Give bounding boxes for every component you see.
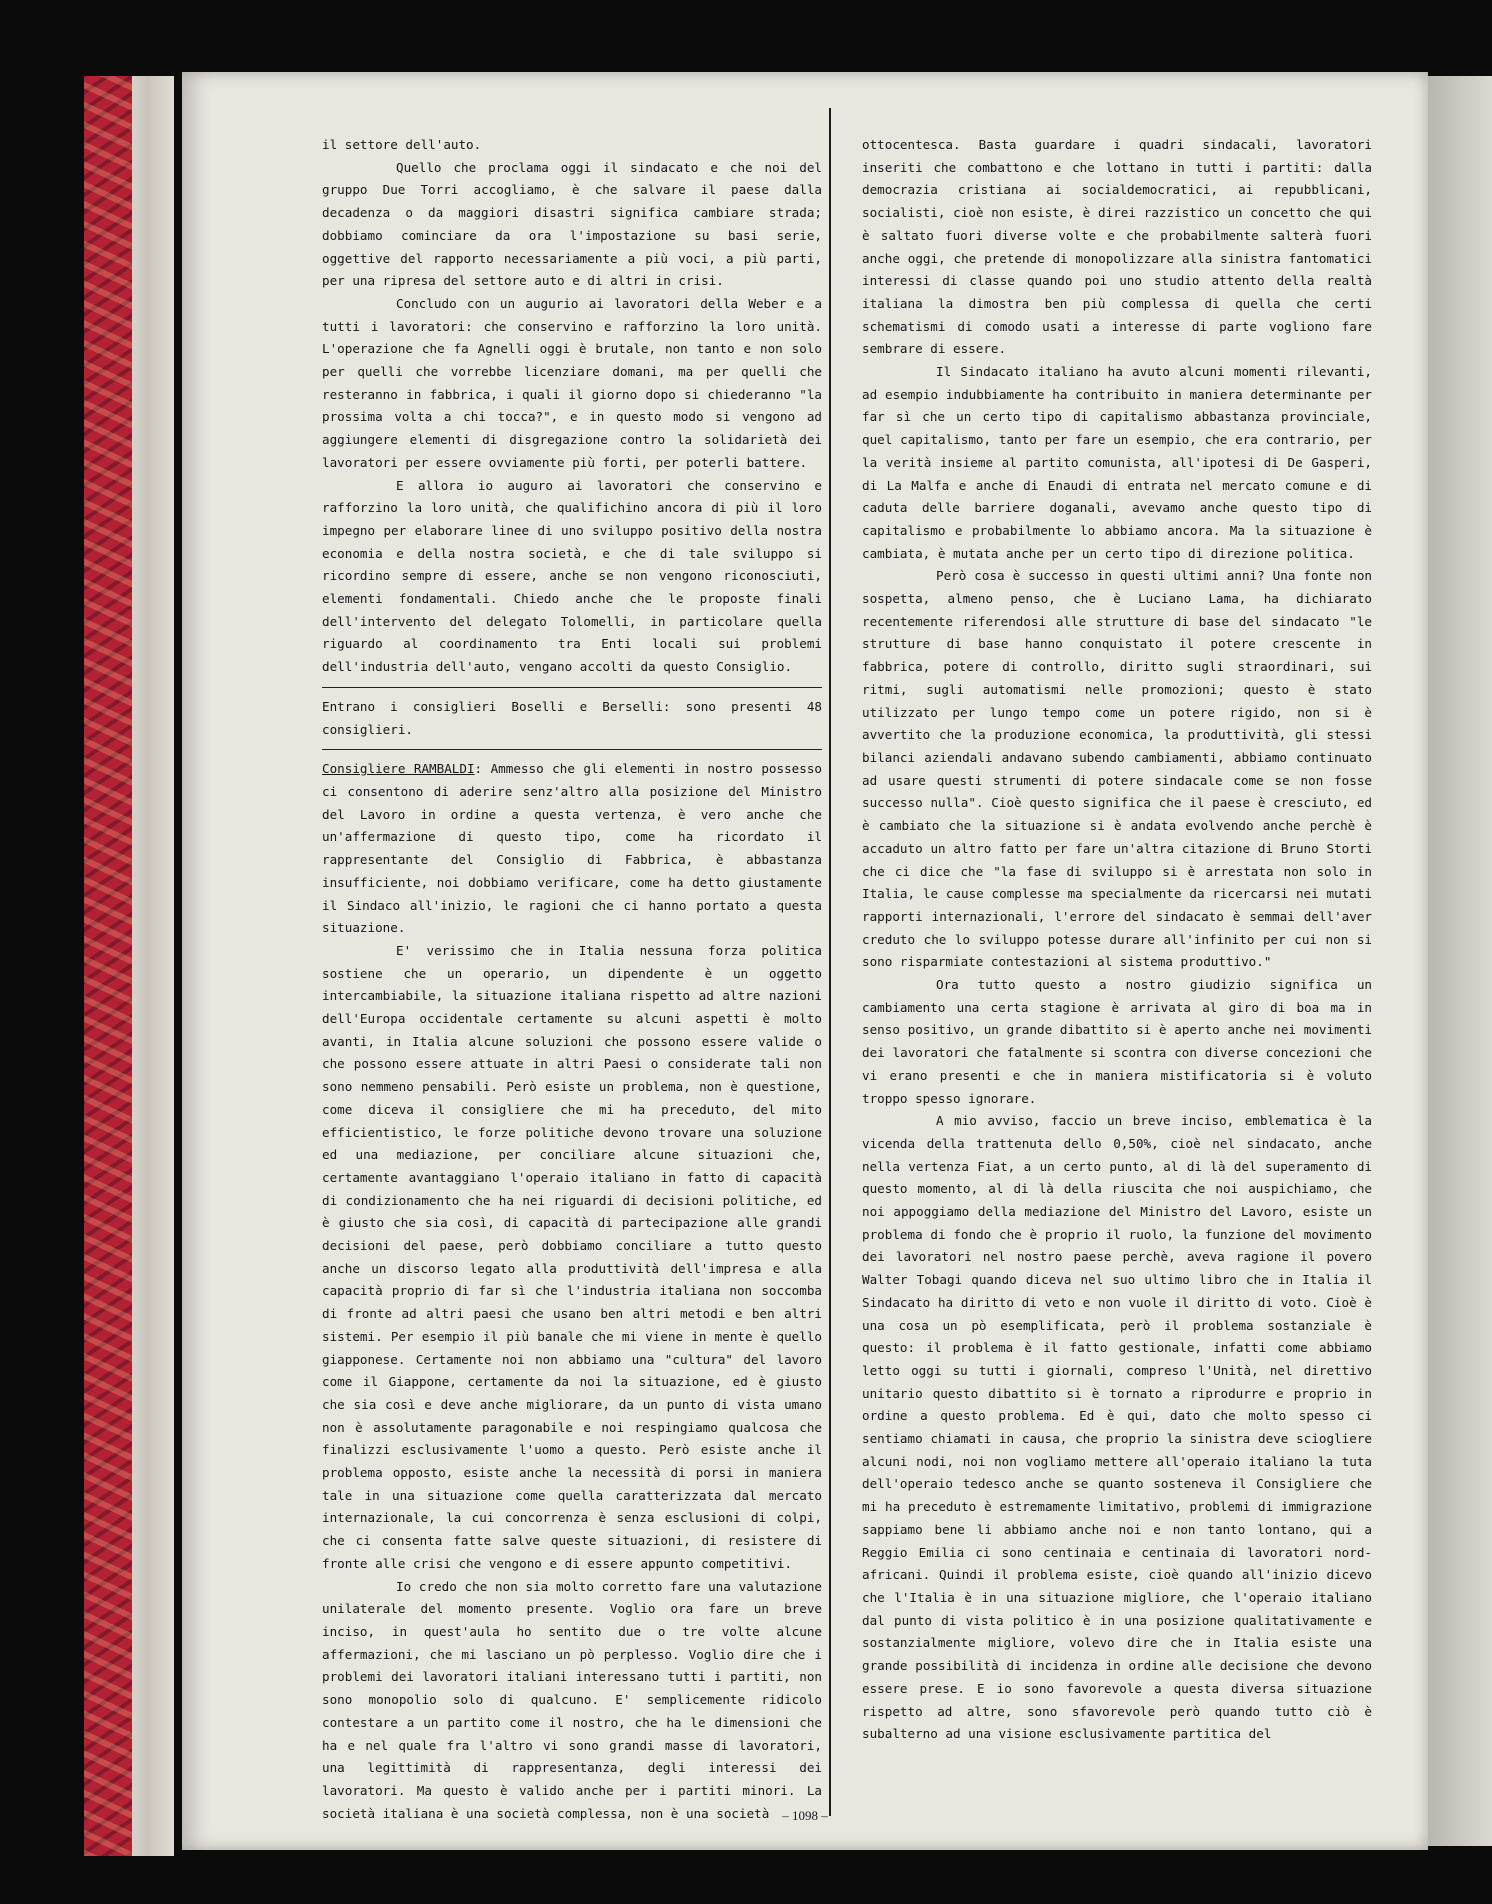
paragraph: il settore dell'auto.	[322, 137, 482, 152]
left-column	[322, 134, 822, 1825]
paragraph: E' verissimo che in Italia nessuna forza politica sostiene che un operario, un dipendente è un oggetto intercambiabile, la situazione italiana rispetto ad altre nazioni dell'Europa occidentale certamente su alcuni aspetti è molto avanti, in Italia alcune soluzioni che possono essere valide o che possono essere attuate in altri Paesi o considerate tali non sono nemmeno pensabili. Però esiste un problema, non è questione, come diceva il consigliere che mi ha preceduto, del mito efficientistico, le forze politiche devono trovare una soluzione ed una mediazione, per conciliare alcune situazioni che, certamente avantaggiano l'operaio italiano in fatto di capacità di condizionamento che ha nei riguardi di decisioni politiche, ed è giusto che sia così, di capacità di partecipazione alle grandi decisioni del paese, però dobbiamo conciliare a tutto questo anche un discorso legato alla produttività dell'impresa e alla capacità proprio di far sì che l'industria italiana non soccomba di fronte ad altri paesi che usano ben altri metodi e ben altri sistemi. Per esempio il più banale che mi viene in mente è quello giapponese. Certamente noi non abbiamo una "cultura" del lavoro come il Giappone, certamente da noi la situazione, ed è giusto che sia così e deve anche migliorare, da un punto di vista umano non è assolutamente paragonabile e noi respingiamo qualcosa che finalizzi esclusivamente l'uomo a questo. Però esiste anche il problema opposto, esiste anche la necessità di porsi in maniera tale in una situazione come quella caratterizzata dal mercato internazionale, la cui concorrenza è senza esclusioni di colpi, che ci consenta fatte salve queste situazioni, di resistere di fronte alle crisi che vengono e di essere appunto competitivi.	[322, 942, 822, 1571]
marbled-book-edge	[84, 76, 132, 1856]
page-number: – 1098 –	[782, 1808, 828, 1823]
paragraph: ottocentesca. Basta guardare i quadri sindacali, lavoratori inseriti che combattono e che lottano in tutti i partiti: dalla democrazia cristiana ai socialdemocratici, ai repubblicani, socialisti, cioè non esiste, è direi razzistico un concetto che qui è saltato fuori diverse volte e che probabilmente salterà fuori anche oggi, che pretende di monopolizzare alla sinistra fantomatici interessi di classe quando poi uno studio attento della realtà italiana la dimostra ben più complessa di quella che certi schematismi di comodo usati a interesse di parte vogliono fare sembrare di essere.	[862, 137, 1372, 357]
paragraph: Il Sindacato italiano ha avuto alcuni momenti rilevanti, ad esempio indubbiamente ha contribuito in maniera determinante per far sì che un certo tipo di capitalismo abbastanza provinciale, quel capitalismo, tanto per fare un esempio, che era contrario, per la verità insieme al partito comunista, all'ipotesi di De Gasperi, di La Malfa e anche di Enaudi di entrata nel mercato comune e di caduta delle barriere doganali, avevamo anche questo tipo di capitalismo e probabilmente lo abbiamo ancora. Ma la situazione è cambiata, è mutata anche per un certo tipo di direzione politica.	[862, 364, 1372, 561]
rule	[322, 687, 822, 688]
paragraph: Ora tutto questo a nostro giudizio significa un cambiamento una certa stagione è arrivata al giro di boa ma in senso positivo, un grande dibattito si è aperto anche nei movimenti dei lavoratori che fatalmente si scontra con diverse concezioni che vi erano presenti e che in maniera mistificatoria si è voluto troppo spesso ignorare.	[862, 977, 1372, 1106]
paragraph	[322, 758, 822, 940]
speaker-text: : Ammesso che gli elementi in nostro possesso ci consentono di aderire senz'altro alla posizione del Ministro del Lavoro in ordine a questa vertenza, è vero anche che un'affermazione di questo tipo, come ha ricordato il rappresentante del Consiglio di Fabbrica, è abbastanza insufficiente, noi dobbiamo verificare, come ha detto giustamente il Sindaco all'inizio, le ragioni che ci hanno portato a questa situazione.	[322, 761, 822, 936]
paragraph: Io credo che non sia molto corretto fare una valutazione unilaterale del momento presente. Voglio ora fare un breve inciso, in quest'aula ho sentito due o tre volte alcune affermazioni, che mi lasciano un pò perplesso. Voglio dire che i problemi dei lavoratori italiani interessano tutti i partiti, non sono monopolio solo di qualcuno. E' semplicemente ridicolo contestare a un partito come il nostro, che ha le dimensioni che ha e nel quale fra l'altro vi sono grandi masse di lavoratori, una legittimità di rappresentanza, degli interessi dei lavoratori. Ma questo è valido anche per i partiti minori. La società italiana è una società complessa, non è una società	[322, 1578, 822, 1821]
paragraph: Però cosa è successo in questi ultimi anni? Una fonte non sospetta, almeno penso, che è Luciano Lama, ha dichiarato recentemente riferendosi alle strutture di base del sindacato "le strutture di base hanno conquistato il potere crescente in fabbrica, potere di controllo, diritto sugli straordinari, sui ritmi, sugli automatismi nelle promozioni; questo è stato utilizzato per lungo tempo come un potere rigido, non si è avvertito che la produzione economica, la produttività, gli stessi bilanci aziendali andavano subendo cambiamenti, abbiamo continuato ad usare questi strumenti di potere sindacale come se non fosse successo nulla". Cioè questo significa che il paese è cresciuto, ed è cambiato che la situazione si è andata evolvendo anche perchè è accaduto un altro fatto per fare un'altra citazione di Bruno Storti che ci dice che "la fase di sviluppo si è arrestata non solo in Italia, le cause complesse ma specialmente da ricercarsi nei mutati rapporti internazionali, l'errore del sindacato è semmai dell'aver creduto che lo sviluppo potesse durare all'infinito per cui non si sono risparmiate contestazioni al sistema produttivo."	[862, 568, 1372, 970]
session-note: Entrano i consiglieri Boselli e Berselli: sono presenti 48 consiglieri.	[322, 698, 822, 737]
paragraph: Quello che proclama oggi il sindacato e che noi del gruppo Due Torri accogliamo, è che salvare il paese dalla decadenza o da maggiori disastri significa cambiare strada; dobbiamo cominciare da ora l'impostazione su basi serie, oggettive del rapporto necessariamente a più voci, a più parti, per una ripresa del settore auto e di altri in crisi.	[322, 159, 822, 289]
speaker-name: Consigliere RAMBALDI	[322, 761, 475, 777]
right-column	[862, 134, 1372, 1746]
paragraph: E allora io auguro ai lavoratori che conservino e rafforzino la loro unità, che qualifichino ancora di più il loro impegno per elaborare linee di uno sviluppo positivo della nostra economia e della nostra società, e che di tale sviluppo si ricordino sempre di essere, anche se non vengono riconosciuti, elementi fondamentali. Chiedo anche che le proposte finali dell'intervento del delegato Tolomelli, in particolare quella riguardo al coordinamento tra Enti locali sui problemi dell'industria dell'auto, vengano accolti da questo Consiglio.	[322, 477, 822, 675]
paragraph: A mio avviso, faccio un breve inciso, emblematica è la vicenda della trattenuta dello 0,50%, cioè nel sindacato, anche nella vertenza Fiat, a un certo punto, al di là del superamento di questo momento, al di là della riuscita che noi auspichiamo, che noi appoggiamo della mediazione del Ministro del Lavoro, esiste un problema di fondo che è proprio il ruolo, la funzione del movimento dei lavoratori nel nostro paese perchè, aveva ragione il povero Walter Tobagi quando diceva nel suo ultimo libro che in Italia il Sindacato ha diritto di veto e non vuole il diritto di voto. Cioè è una cosa un pò esemplificata, però il problema sostanziale è questo: il problema è il fatto gestionale, infatti come abbiamo letto oggi su tutti i giornali, compreso l'Unità, nel direttivo unitario questo dibattito si è tornato a riprodurre e proprio in ordine a questo problema. Ed è qui, dato che molto spesso ci sentiamo chiamati in causa, che proprio la sinistra deve sciogliere alcuni nodi, noi non vogliamo mettere all'operaio italiano la tuta dell'operaio tedesco anche se quanto sosteneva il Consigliere che mi ha preceduto è estremamente limitativo, problemi di immigrazione sappiamo bene li abbiamo anche noi e non tanto lontano, qui a Reggio Emilia ci sono centinaia e centinaia di lavoratori nord-africani. Quindi il problema esiste, cioè quando all'inizio dicevo che l'Italia è in una situazione migliore, che l'operaio italiano dal punto di vista politico è in una posizione qualitativamente e sostanzialmente migliore, volevo dire che in Italia esiste una grande possibilità di incidenza in ordine alle decisione che devono essere prese. E io sono favorevole a questa diversa situazione rispetto ad altre, sono sfavorevole però quando tutto ciò è subalterno ad una visione esclusivamente partitica del	[862, 1113, 1372, 1742]
column-divider	[829, 108, 831, 1816]
document-page	[182, 72, 1428, 1850]
rule	[322, 749, 822, 750]
next-page-edge	[1428, 76, 1492, 1846]
paragraph: Concludo con un augurio ai lavoratori della Weber e a tutti i lavoratori: che conservino e rafforzino la loro unità. L'operazione che fa Agnelli oggi è brutale, non tanto e non solo per quelli che vorrebbe licenziare domani, ma per quelli che resteranno in fabbrica, i quali il giorno dopo si chiederanno "la prossima volta a chi tocca?", e in questo modo si vengono ad aggiungere elementi di disgregazione contro la solidarietà dei lavoratori per essere ovviamente più forti, per poterli battere.	[322, 295, 822, 470]
